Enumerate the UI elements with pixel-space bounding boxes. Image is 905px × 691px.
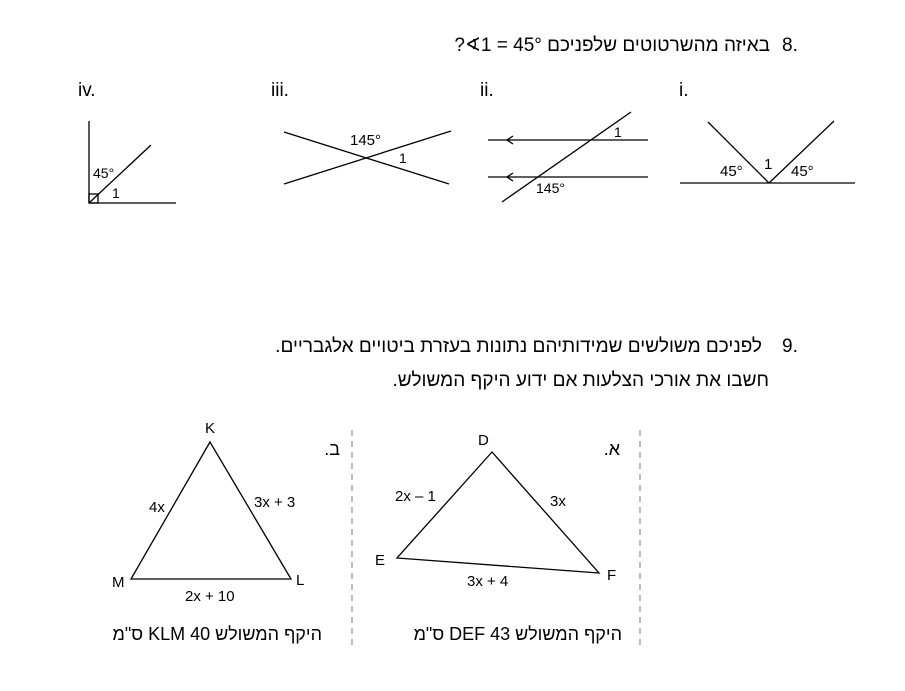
vertex-f: F	[607, 567, 617, 584]
triangle-def	[397, 452, 599, 573]
diagram-iv	[89, 121, 176, 203]
diagram-ii	[488, 112, 648, 202]
side-ef-label: 3x + 4	[467, 573, 509, 590]
vertex-m: M	[112, 574, 125, 591]
diagram-ii-label: ii.	[480, 80, 494, 101]
side-kl-label: 3x + 3	[254, 494, 296, 511]
diagram-iii-angle-1: 1	[399, 150, 407, 166]
diagram-iv-angle-45: 45°	[93, 165, 115, 181]
diagram-i-angle-mid: 1	[764, 156, 773, 173]
triangle-a-part-label: א.	[603, 439, 620, 459]
vertex-k: K	[205, 420, 216, 437]
diagram-iv-label: iv.	[78, 80, 96, 101]
diagram-i	[680, 121, 855, 183]
diagram-ii-angle-145: 145°	[536, 180, 565, 196]
vertex-l: L	[296, 572, 305, 589]
diagram-i-label: i.	[679, 80, 689, 101]
q9-line1: לפניכם משולשים שמידותיהם נתונות בעזרת ביטויים אלגבריים.	[275, 336, 762, 357]
q8-number: 8.	[782, 35, 798, 56]
q8-text: באיזה מהשרטוטים שלפניכם 45° = 1∢?	[454, 35, 770, 56]
diagram-iv-angle-1: 1	[112, 185, 120, 201]
diagram-iii-angle-145: 145°	[350, 132, 382, 149]
q9-line2: חשבו את אורכי הצלעות אם ידוע היקף המשולש.	[392, 370, 769, 391]
side-ml-label: 2x + 10	[185, 588, 235, 605]
vertex-d: D	[478, 432, 489, 449]
diagram-i-angle-right: 45°	[791, 163, 814, 180]
side-de-label: 2x – 1	[395, 488, 436, 505]
diagram-ii-angle-1: 1	[614, 124, 622, 140]
diagram-iii-label: iii.	[271, 80, 289, 101]
side-df-label: 3x	[550, 493, 566, 510]
triangle-a-caption: היקף המשולש DEF 43 ס"מ	[413, 624, 622, 644]
diagram-i-angle-left: 45°	[720, 163, 743, 180]
side-km-label: 4x	[149, 499, 165, 516]
q9-number: 9.	[782, 336, 798, 357]
triangle-b-caption: היקף המשולש KLM 40 ס"מ	[112, 624, 322, 644]
triangle-b-part-label: ב.	[324, 439, 340, 459]
vertex-e: E	[375, 552, 386, 569]
